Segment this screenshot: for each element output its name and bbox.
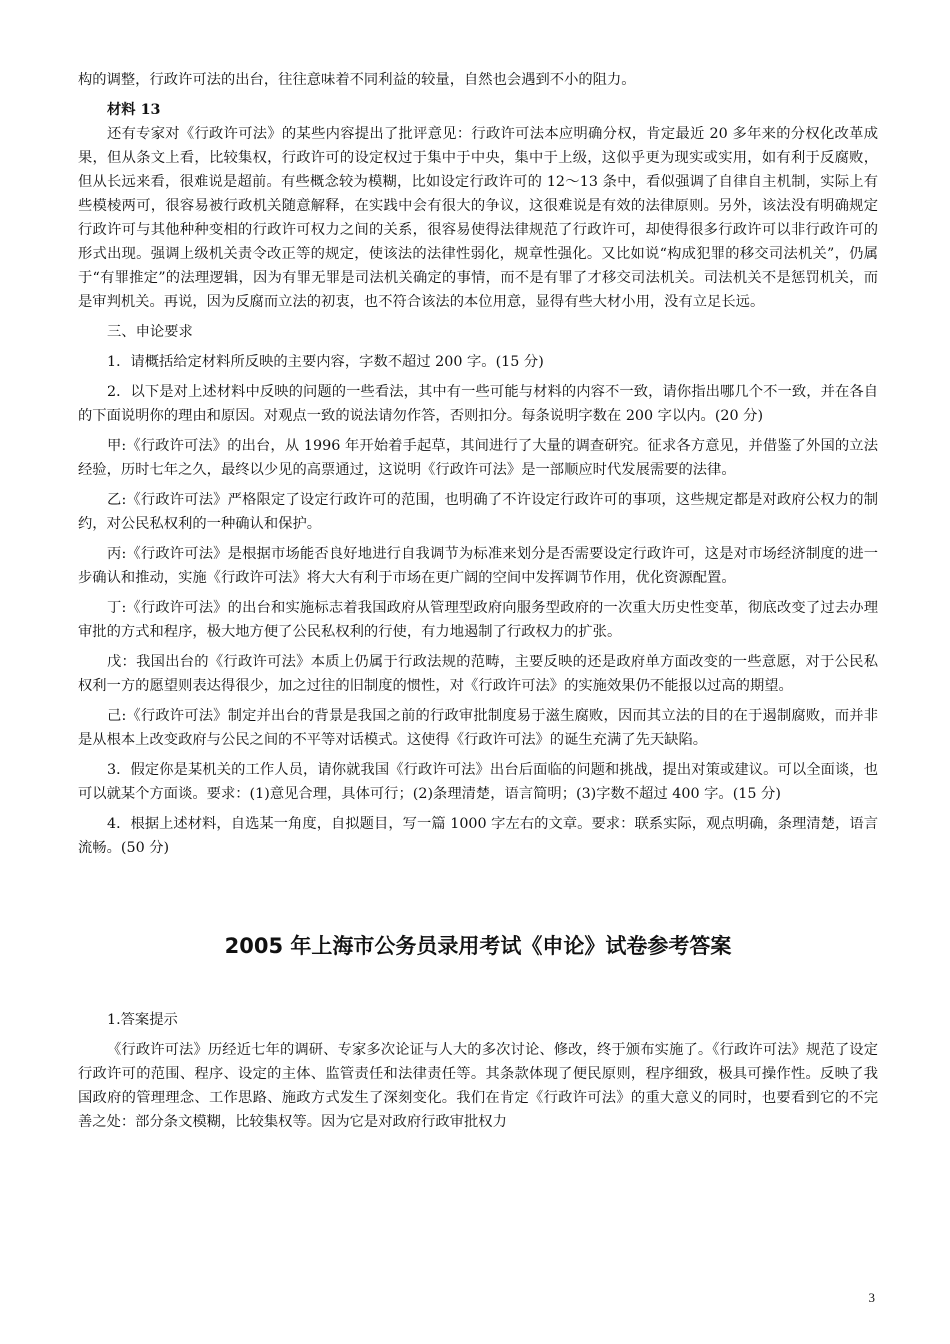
document-page — [78, 68, 878, 1134]
requirements-heading: 三、申论要求 — [107, 324, 193, 340]
question-4: 4．根据上述材料，自选某一角度，自拟题目，写一篇 1000 字左右的文章。要求：联系实际，观点明确，条理清楚，语言流畅。(50 分) — [78, 816, 878, 856]
page-number: 3 — [868, 1290, 875, 1305]
question-3: 3．假定你是某机关的工作人员，请你就我国《行政许可法》出台后面临的问题和挑战，提出对策或建议。可以全面谈，也可以就某个方面谈。要求：(1)意见合理，具体可行；(2)条理清楚，语言简明；(3)字数不超过 400 字。(15 分) — [78, 762, 878, 802]
answer-title: 2005 年上海市公务员录用考试《申论》试卷参考答案 — [224, 934, 732, 958]
material-13-paragraph: 还有专家对《行政许可法》的某些内容提出了批评意见：行政许可法本应明确分权，肯定最近 20 多年来的分权化改革成果，但从条文上看，比较集权，行政许可的设定权过于集中于中央，集中于上级，这似乎更为现实或实用，如有利于反腐败，但从长远来看，很难说是超前。有些概念较为模糊，比如设定行政许可的 12～13 条中，看似强调了自律自主机制，实际上有些模棱两可，很容易被行政机关随意解释，在实践中会有很大的争议，这很难说是有效的法律原则。另外，该法没有明确规定行政许可与其他种种变相的行政许可权力之间的关系，很容易使得法律规范了行政许可，却使得很多行政许可以非行政许可的形式出现。强调上级机关责令改正等的规定，使该法的法律性弱化，规章性强化。又比如说“构成犯罪的移交司法机关”，仍属于“有罪推定”的法理逻辑，因为有罪无罪是司法机关确定的事情，而不是有罪了才移交司法机关。司法机关不是惩罚机关，而是审判机关。再说，因为反腐而立法的初衷，也不符合该法的本位用意，显得有些大材小用，没有立足长远。 — [78, 126, 878, 310]
material-13-heading: 材料 13 — [107, 102, 161, 118]
opinion-bing: 丙:《行政许可法》是根据市场能否良好地进行自我调节为标准来划分是否需要设定行政许可，这是对市场经济制度的进一步确认和推动，实施《行政许可法》将大大有利于市场在更广阔的空间中发挥调节作用，优化资源配置。 — [78, 546, 878, 586]
continuation-paragraph: 构的调整，行政许可法的出台，往往意味着不同利益的较量，自然也会遇到不小的阻力。 — [78, 72, 636, 88]
answer-subheading: 1.答案提示 — [107, 1012, 178, 1028]
question-1: 1．请概括给定材料所反映的主要内容，字数不超过 200 字。(15 分) — [107, 354, 544, 370]
opinion-ding: 丁:《行政许可法》的出台和实施标志着我国政府从管理型政府向服务型政府的一次重大历史性变革，彻底改变了过去办理审批的方式和程序，极大地方便了公民私权利的行使，有力地遏制了行政权力的扩张。 — [78, 600, 878, 640]
opinion-wu: 戊：我国出台的《行政许可法》本质上仍属于行政法规的范畴，主要反映的还是政府单方面改变的一些意愿，对于公民私权利一方的愿望则表达得很少，加之过往的旧制度的惯性，对《行政许可法》的实施效果仍不能报以过高的期望。 — [78, 654, 878, 694]
opinion-yi: 乙:《行政许可法》严格限定了设定行政许可的范围，也明确了不许设定行政许可的事项，这些规定都是对政府公权力的制约，对公民私权利的一种确认和保护。 — [78, 492, 878, 532]
answer-paragraph: 《行政许可法》历经近七年的调研、专家多次论证与人大的多次讨论、修改，终于颁布实施了。《行政许可法》规范了设定行政许可的范围、程序、设定的主体、监管责任和法律责任等。其条款体现了便民原则，程序细致，极具可操作性。反映了我国政府的管理理念、工作思路、施政方式发生了深刻变化。我们在肯定《行政许可法》的重大意义的同时，也要看到它的不完善之处：部分条文模糊，比较集权等。因为它是对政府行政审批权力 — [78, 1042, 878, 1130]
question-2: 2．以下是对上述材料中反映的问题的一些看法，其中有一些可能与材料的内容不一致，请你指出哪几个不一致，并在各自的下面说明你的理由和原因。对观点一致的说法请勿作答，否则扣分。每条说明字数在 200 字以内。(20 分) — [78, 384, 878, 424]
opinion-jia: 甲:《行政许可法》的出台，从 1996 年开始着手起草，其间进行了大量的调查研究。征求各方意见，并借鉴了外国的立法经验，历时七年之久，最终以少见的高票通过，这说明《行政许可法》是一部顺应时代发展需要的法律。 — [78, 438, 878, 478]
opinion-ji: 己:《行政许可法》制定并出台的背景是我国之前的行政审批制度易于滋生腐败，因而其立法的目的在于遏制腐败，而并非是从根本上改变政府与公民之间的不平等对话模式。这使得《行政许可法》的诞生充满了先天缺陷。 — [78, 708, 878, 748]
